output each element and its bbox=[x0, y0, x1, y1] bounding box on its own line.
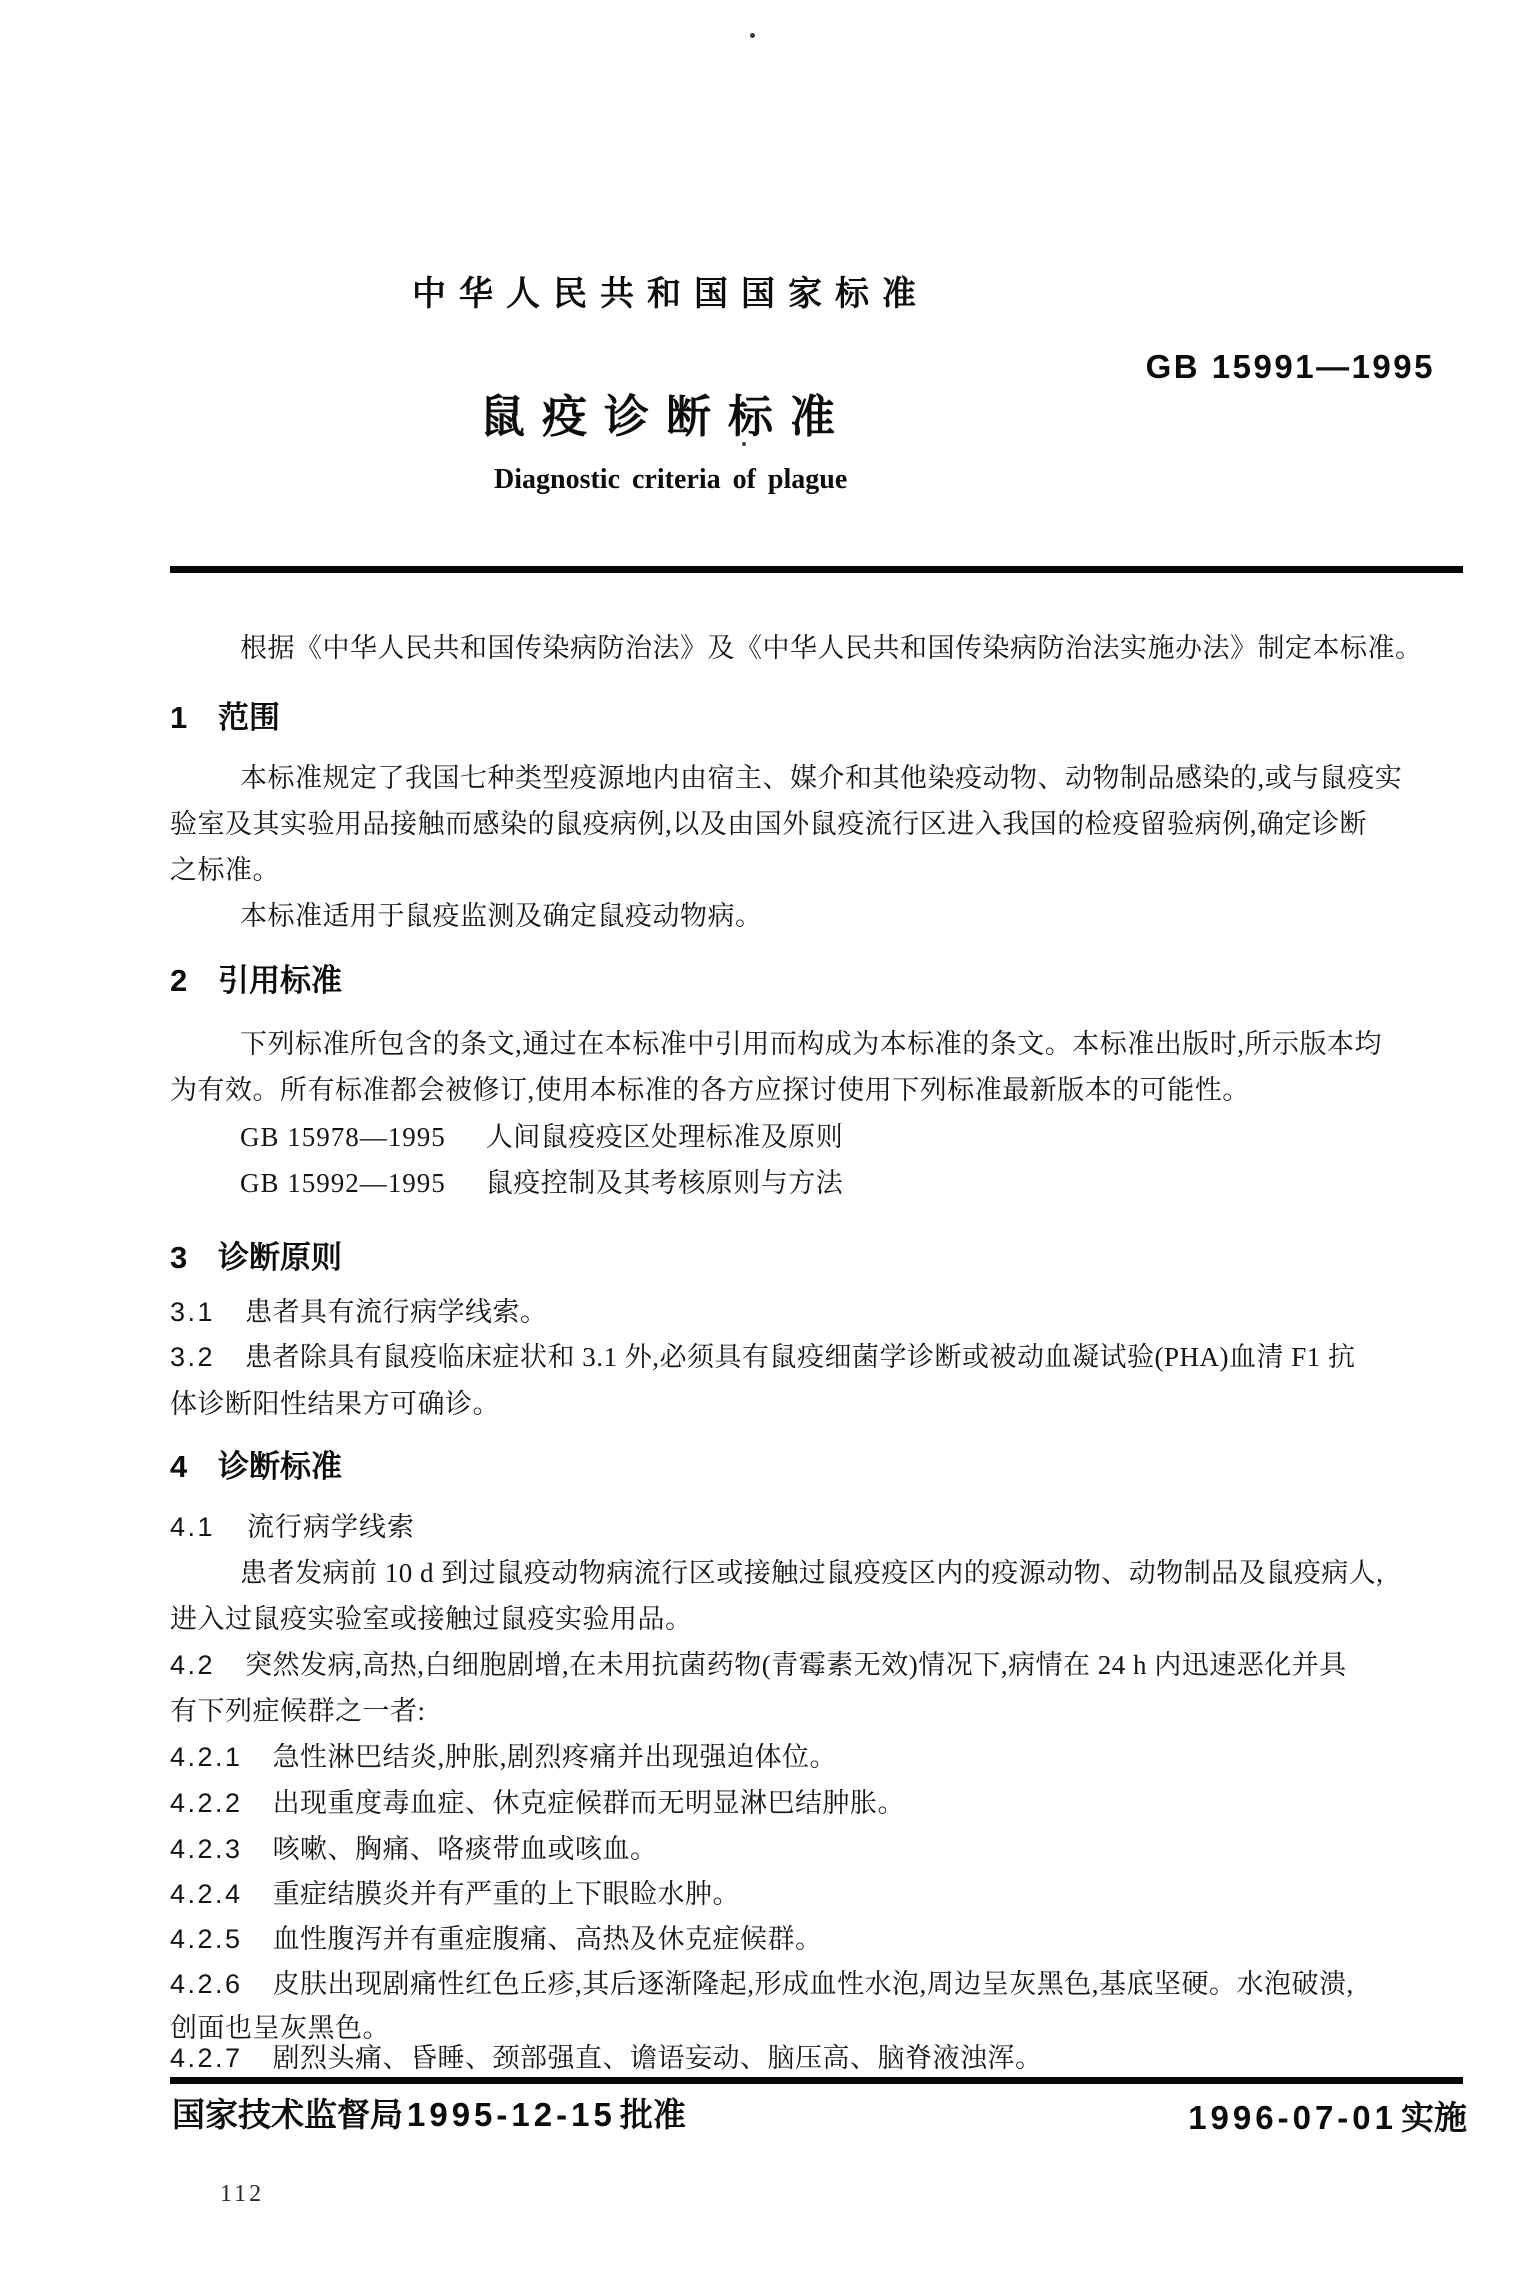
clause-4-2-2-number: 4.2.2 bbox=[170, 1788, 243, 1818]
clause-4-2-1 bbox=[170, 1735, 837, 1774]
standard-number: GB 15991—1995 bbox=[1145, 348, 1435, 385]
referenced-standard bbox=[240, 1161, 843, 1200]
clause-4-2-1-number: 4.2.1 bbox=[170, 1742, 243, 1772]
referenced-standard-code: GB 15978—1995 bbox=[240, 1122, 446, 1152]
clause-4-2 bbox=[170, 1643, 1347, 1682]
header-rule bbox=[170, 566, 1463, 573]
section-1-paragraph-line: 验室及其实验用品接触而感染的鼠疫病例,以及由国外鼠疫流行区进入我国的检疫留验病例,确定诊断 bbox=[170, 809, 1367, 839]
clause-4-2-5 bbox=[170, 1917, 823, 1956]
approval-statement bbox=[172, 2089, 686, 2136]
document-title-en: Diagnostic criteria of plague bbox=[494, 464, 848, 495]
clause-4-1-line: 患者发病前 10 d 到过鼠疫动物病流行区或接触过鼠疫疫区内的疫源动物、动物制品及鼠疫病人, bbox=[240, 1558, 1384, 1588]
referenced-standard-title: 鼠疫控制及其考核原则与方法 bbox=[485, 1168, 844, 1198]
clause-4-2-6-continuation: 创面也呈灰黑色。 bbox=[170, 2013, 390, 2043]
implementation-date: 1996-07-01 bbox=[1188, 2099, 1397, 2136]
section-3-number: 3 bbox=[170, 1240, 188, 1275]
clause-4-2-6-text: 皮肤出现剧痛性红色丘疹,其后逐渐隆起,形成血性水泡,周边呈灰黑色,基底坚硬。水泡破溃, bbox=[272, 1969, 1354, 1999]
clause-3-2-text: 患者除具有鼠疫临床症状和 3.1 外,必须具有鼠疫细菌学诊断或被动血凝试验(PHA)血清 F1 抗 bbox=[245, 1342, 1356, 1372]
standard-org-title: 中华人民共和国国家标准 bbox=[412, 275, 929, 313]
scan-speck bbox=[750, 33, 755, 38]
section-3-heading bbox=[170, 1232, 342, 1277]
clause-4-2-6-number: 4.2.6 bbox=[170, 1969, 243, 1999]
clause-4-2-5-text: 血性腹泻并有重症腹痛、高热及休克症候群。 bbox=[272, 1924, 823, 1954]
clause-4-2-7-text: 剧烈头痛、昏睡、颈部强直、谵语妄动、脑压高、脑脊液浊浑。 bbox=[272, 2043, 1043, 2073]
document-title-zh: 鼠疫诊断标准 bbox=[480, 391, 853, 442]
approval-label: 批准 bbox=[619, 2096, 686, 2133]
section-4-title: 诊断标准 bbox=[218, 1449, 342, 1484]
clause-4-2-3-number: 4.2.3 bbox=[170, 1834, 243, 1864]
section-4-heading bbox=[170, 1441, 342, 1486]
page-number: 112 bbox=[220, 2181, 265, 2207]
section-4-number: 4 bbox=[170, 1449, 188, 1484]
clause-3-2-number: 3.2 bbox=[170, 1342, 216, 1372]
clause-4-2-4-number: 4.2.4 bbox=[170, 1879, 243, 1909]
clause-4-2-5-number: 4.2.5 bbox=[170, 1924, 243, 1954]
clause-4-2-text: 突然发病,高热,白细胞剧增,在未用抗菌药物(青霉素无效)情况下,病情在 24 h 内迅速恶化并具 bbox=[245, 1650, 1347, 1680]
preamble-line: 根据《中华人民共和国传染病防治法》及《中华人民共和国传染病防治法实施办法》制定本标准。 bbox=[240, 633, 1423, 663]
referenced-standard bbox=[240, 1115, 843, 1154]
implementation-label: 实施 bbox=[1401, 2099, 1467, 2136]
footer-rule bbox=[170, 2077, 1463, 2084]
clause-4-2-3 bbox=[170, 1827, 658, 1866]
referenced-standard-title: 人间鼠疫疫区处理标准及原则 bbox=[485, 1122, 844, 1152]
clause-4-1-line: 进入过鼠疫实验室或接触过鼠疫实验用品。 bbox=[170, 1604, 693, 1634]
clause-4-2-2-text: 出现重度毒血症、休克症候群而无明显淋巴结肿胀。 bbox=[272, 1788, 906, 1818]
clause-3-1-number: 3.1 bbox=[170, 1297, 216, 1327]
clause-4-1-title: 流行病学线索 bbox=[247, 1512, 416, 1542]
clause-4-2-3-text: 咳嗽、胸痛、咯痰带血或咳血。 bbox=[272, 1834, 658, 1864]
clause-3-1-text: 患者具有流行病学线索。 bbox=[245, 1297, 548, 1327]
approval-date: 1995-12-15 bbox=[407, 2096, 616, 2133]
clause-4-2-6 bbox=[170, 1962, 1354, 2001]
clause-4-1-number: 4.1 bbox=[170, 1512, 216, 1542]
clause-4-2-2 bbox=[170, 1781, 905, 1820]
clause-4-2-7 bbox=[170, 2036, 1043, 2075]
clause-4-2-continuation: 有下列症候群之一者: bbox=[170, 1696, 426, 1726]
section-1-heading bbox=[170, 692, 280, 737]
section-2-number: 2 bbox=[170, 963, 188, 998]
section-2-heading bbox=[170, 955, 342, 1000]
section-2-title: 引用标准 bbox=[218, 963, 342, 998]
section-1-paragraph-line: 本标准规定了我国七种类型疫源地内由宿主、媒介和其他染疫动物、动物制品感染的,或与鼠疫实 bbox=[240, 763, 1403, 793]
clause-3-2-continuation: 体诊断阳性结果方可确诊。 bbox=[170, 1389, 500, 1419]
section-2-paragraph-line: 下列标准所包含的条文,通过在本标准中引用而构成为本标准的条文。本标准出版时,所示版本均 bbox=[240, 1029, 1382, 1059]
implementation-statement bbox=[1184, 2092, 1467, 2139]
section-2-paragraph-line: 为有效。所有标准都会被修订,使用本标准的各方应探讨使用下列标准最新版本的可能性。 bbox=[170, 1075, 1250, 1105]
section-1-paragraph-line: 本标准适用于鼠疫监测及确定鼠疫动物病。 bbox=[240, 901, 763, 931]
clause-4-2-4 bbox=[170, 1872, 740, 1911]
clause-3-1 bbox=[170, 1290, 548, 1329]
section-1-number: 1 bbox=[170, 700, 188, 735]
clause-4-2-7-number: 4.2.7 bbox=[170, 2043, 243, 2073]
clause-4-2-1-text: 急性淋巴结炎,肿胀,剧烈疼痛并出现强迫体位。 bbox=[272, 1742, 838, 1772]
clause-4-2-4-text: 重症结膜炎并有严重的上下眼睑水肿。 bbox=[272, 1879, 741, 1909]
clause-4-1-heading bbox=[170, 1505, 415, 1544]
approval-org: 国家技术监督局 bbox=[172, 2096, 403, 2133]
clause-3-2 bbox=[170, 1335, 1356, 1374]
section-1-title: 范围 bbox=[218, 700, 280, 735]
section-1-paragraph-line: 之标准。 bbox=[170, 855, 280, 885]
section-3-title: 诊断原则 bbox=[218, 1240, 342, 1275]
clause-4-2-number: 4.2 bbox=[170, 1650, 216, 1680]
referenced-standard-code: GB 15992—1995 bbox=[240, 1168, 446, 1198]
